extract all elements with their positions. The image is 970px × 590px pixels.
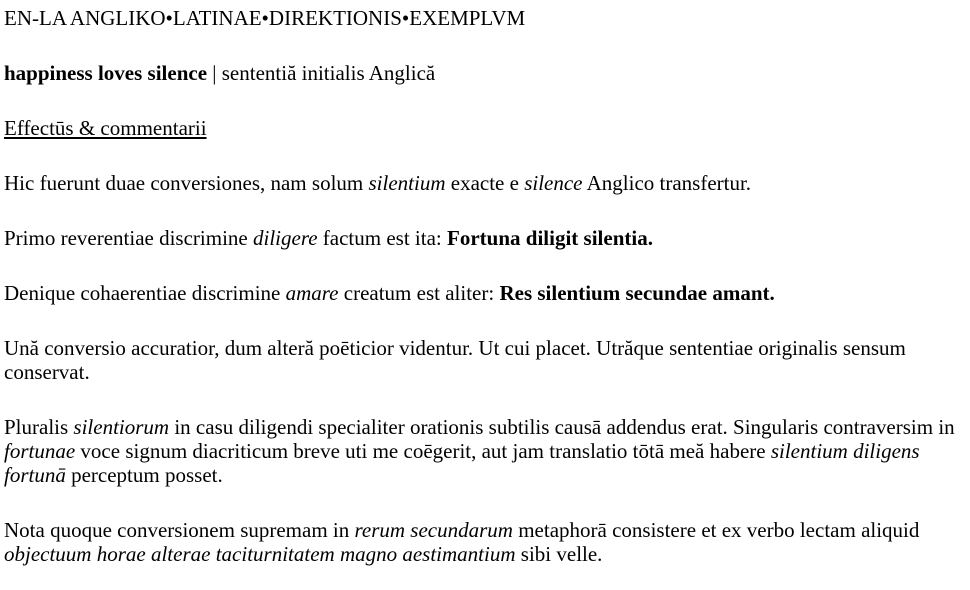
p3-term-amare: amare bbox=[285, 281, 339, 305]
p6-term-phrase: objectuum horae alterae taciturnitatem magno aestimantium bbox=[4, 542, 516, 566]
p6-text-e: sibi velle. bbox=[515, 542, 603, 566]
source-sentence-line bbox=[4, 61, 966, 85]
document-heading bbox=[4, 6, 966, 30]
p5-term-fortunae: fortunae bbox=[4, 439, 76, 463]
p5-term-phrase: silentium diligens fortunā bbox=[4, 439, 920, 487]
p6-text-a: Nota quoque conversionem supremam in bbox=[4, 518, 355, 542]
section-title bbox=[4, 116, 966, 140]
p2-term-diligere: diligere bbox=[253, 226, 318, 250]
p1-term-silence: silence bbox=[524, 171, 583, 195]
p3-text-c: creatum est aliter: bbox=[338, 281, 500, 305]
source-description: sententiă initialis Anglică bbox=[221, 61, 436, 85]
p6-term-rerum-secundarum: rerum secundarum bbox=[354, 518, 513, 542]
paragraph-3 bbox=[4, 281, 966, 305]
paragraph-6 bbox=[4, 518, 966, 566]
p1-text-c: exacte e bbox=[445, 171, 525, 195]
p6-text-c: metaphorā consistere et ex verbo lectam aliquid bbox=[512, 518, 920, 542]
p3-translation: Res silentium secundae amant. bbox=[499, 281, 775, 305]
paragraph-4 bbox=[4, 336, 966, 384]
p5-text-e: voce signum diacriticum breve uti me coēgerit, aut jam translatio tōtā meă habere bbox=[75, 439, 771, 463]
p4-text: Ună conversio accuratior, dum alteră poēticior videntur. Ut cui placet. Utrăque sententiae originalis sensum conservat. bbox=[4, 336, 906, 384]
paragraph-5 bbox=[4, 415, 966, 487]
p3-text-a: Denique cohaerentiae discrimine bbox=[4, 281, 286, 305]
source-phrase: happiness loves silence bbox=[4, 61, 208, 85]
p2-text-c: factum est ita: bbox=[317, 226, 448, 250]
p5-term-silentiorum: silentiorum bbox=[73, 415, 170, 439]
p5-text-a: Pluralis bbox=[4, 415, 74, 439]
p1-text-a: Hic fuerunt duae conversiones, nam solum bbox=[4, 171, 369, 195]
p1-term-silentium: silentium bbox=[368, 171, 446, 195]
p2-text-a: Primo reverentiae discrimine bbox=[4, 226, 253, 250]
paragraph-1 bbox=[4, 171, 966, 195]
source-separator: | bbox=[207, 61, 222, 85]
p5-text-c: in casu diligendi specialiter orationis subtilis causā addendus erat. Singularis contraversim in bbox=[169, 415, 955, 439]
p1-text-e: Anglico transfertur. bbox=[582, 171, 752, 195]
heading-text: EN-LA ANGLIKO•LATINAE•DIREKTIONIS•EXEMPLVM bbox=[4, 6, 526, 30]
p2-translation: Fortuna diligit silentia. bbox=[447, 226, 653, 250]
p5-text-g: perceptum posset. bbox=[65, 463, 223, 487]
paragraph-2 bbox=[4, 226, 966, 250]
section-title-text: Effectūs & commentarii bbox=[4, 116, 207, 140]
